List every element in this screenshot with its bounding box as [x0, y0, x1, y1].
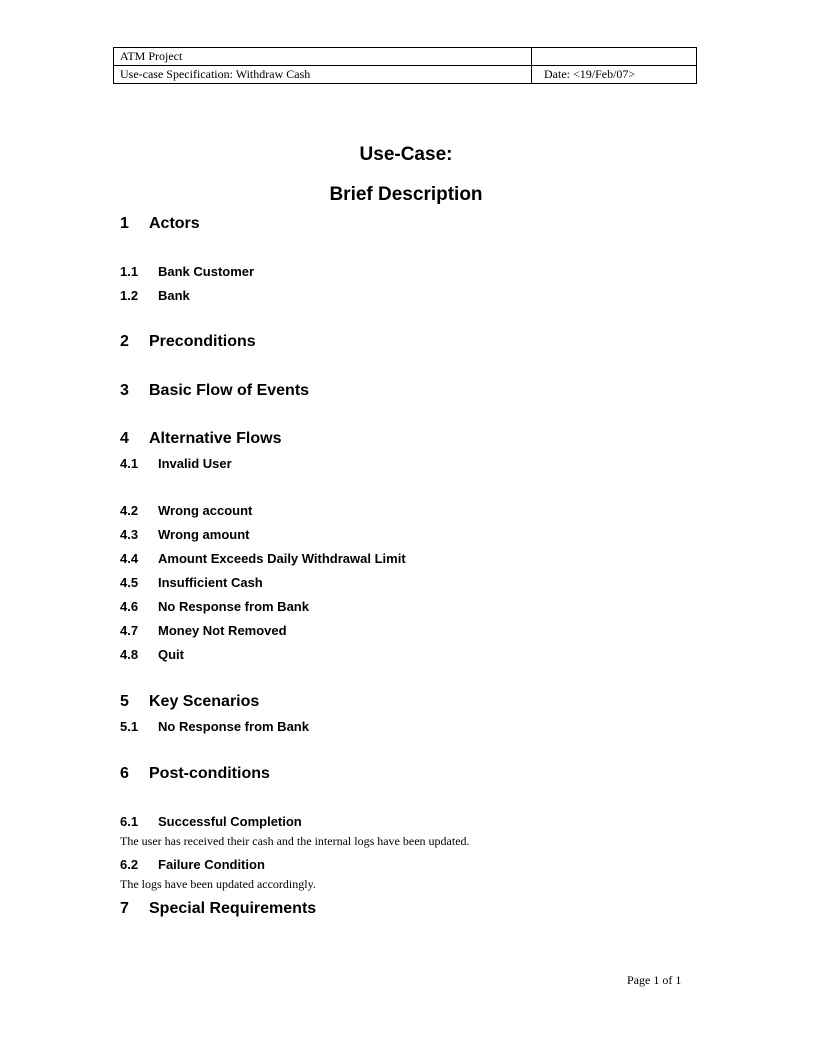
subsection-number: 5.1	[120, 719, 139, 734]
subsection-heading	[120, 503, 252, 518]
subsection-title: Failure Condition	[158, 857, 265, 872]
subsection-heading	[120, 857, 265, 872]
section-heading-actors	[120, 215, 200, 233]
section-number: 4	[120, 430, 129, 447]
subsection-title: Wrong amount	[158, 527, 250, 542]
section-heading-post-conditions	[120, 765, 270, 783]
section-number: 6	[120, 765, 129, 782]
page-subtitle: Brief Description	[329, 184, 483, 205]
subsection-number: 4.2	[120, 503, 139, 518]
subsection-title: Wrong account	[158, 503, 253, 518]
section-number: 3	[120, 382, 129, 399]
subsection-number: 4.3	[120, 527, 139, 542]
subsection-heading	[120, 456, 232, 471]
section-heading-key-scenarios	[120, 693, 259, 711]
header-project: ATM Project	[114, 48, 532, 66]
subsection-number: 4.5	[120, 575, 139, 590]
body-paragraph: The logs have been updated accordingly.	[120, 877, 316, 891]
subsection-number: 4.4	[120, 551, 139, 566]
subsection-number: 4.6	[120, 599, 139, 614]
subsection-heading	[120, 623, 287, 638]
subsection-heading	[120, 264, 254, 279]
section-title: Post-conditions	[149, 765, 270, 782]
section-title: Alternative Flows	[149, 430, 282, 447]
subsection-title: No Response from Bank	[158, 719, 309, 734]
section-title: Preconditions	[149, 333, 256, 350]
section-heading-alternative-flows	[120, 430, 281, 448]
section-number: 7	[120, 900, 129, 917]
subsection-heading	[120, 527, 249, 542]
section-title: Actors	[149, 215, 200, 232]
body-paragraph: The user has received their cash and the internal logs have been updated.	[120, 834, 470, 848]
subsection-title: Amount Exceeds Daily Withdrawal Limit	[158, 551, 406, 566]
section-title: Special Requirements	[149, 900, 317, 917]
section-heading-basic-flow	[120, 382, 309, 400]
subsection-number: 4.1	[120, 456, 139, 471]
section-number: 5	[120, 693, 129, 710]
subsection-title: No Response from Bank	[158, 599, 309, 614]
section-number: 2	[120, 333, 129, 350]
header-empty-cell	[532, 48, 697, 66]
section-heading-preconditions	[120, 333, 256, 351]
section-heading-special-requirements	[120, 900, 316, 918]
subsection-number: 6.2	[120, 857, 139, 872]
subsection-number: 4.7	[120, 623, 139, 638]
subsection-heading	[120, 647, 184, 662]
subsection-number: 4.8	[120, 647, 139, 662]
subsection-title: Money Not Removed	[158, 623, 287, 638]
subsection-title: Insufficient Cash	[158, 575, 263, 590]
subsection-number: 6.1	[120, 814, 139, 829]
subsection-number: 1.1	[120, 264, 139, 279]
subsection-heading	[120, 551, 406, 566]
page-footer: Page 1 of 1	[627, 973, 682, 987]
subsection-heading	[120, 288, 190, 303]
subsection-title: Bank Customer	[158, 264, 255, 279]
subsection-title: Bank	[158, 288, 190, 303]
subsection-heading	[120, 599, 309, 614]
section-title: Basic Flow of Events	[149, 382, 310, 399]
header-table	[113, 47, 697, 84]
subsection-number: 1.2	[120, 288, 139, 303]
subsection-heading	[120, 575, 263, 590]
header-date: Date: <19/Feb/07>	[532, 66, 697, 84]
subsection-heading	[120, 719, 309, 734]
page-title: Use-Case:	[359, 144, 453, 165]
section-number: 1	[120, 215, 129, 232]
subsection-title: Quit	[158, 647, 184, 662]
header-spec: Use-case Specification: Withdraw Cash	[114, 66, 532, 84]
section-title: Key Scenarios	[149, 693, 260, 710]
subsection-title: Invalid User	[158, 456, 232, 471]
subsection-heading	[120, 814, 302, 829]
subsection-title: Successful Completion	[158, 814, 302, 829]
